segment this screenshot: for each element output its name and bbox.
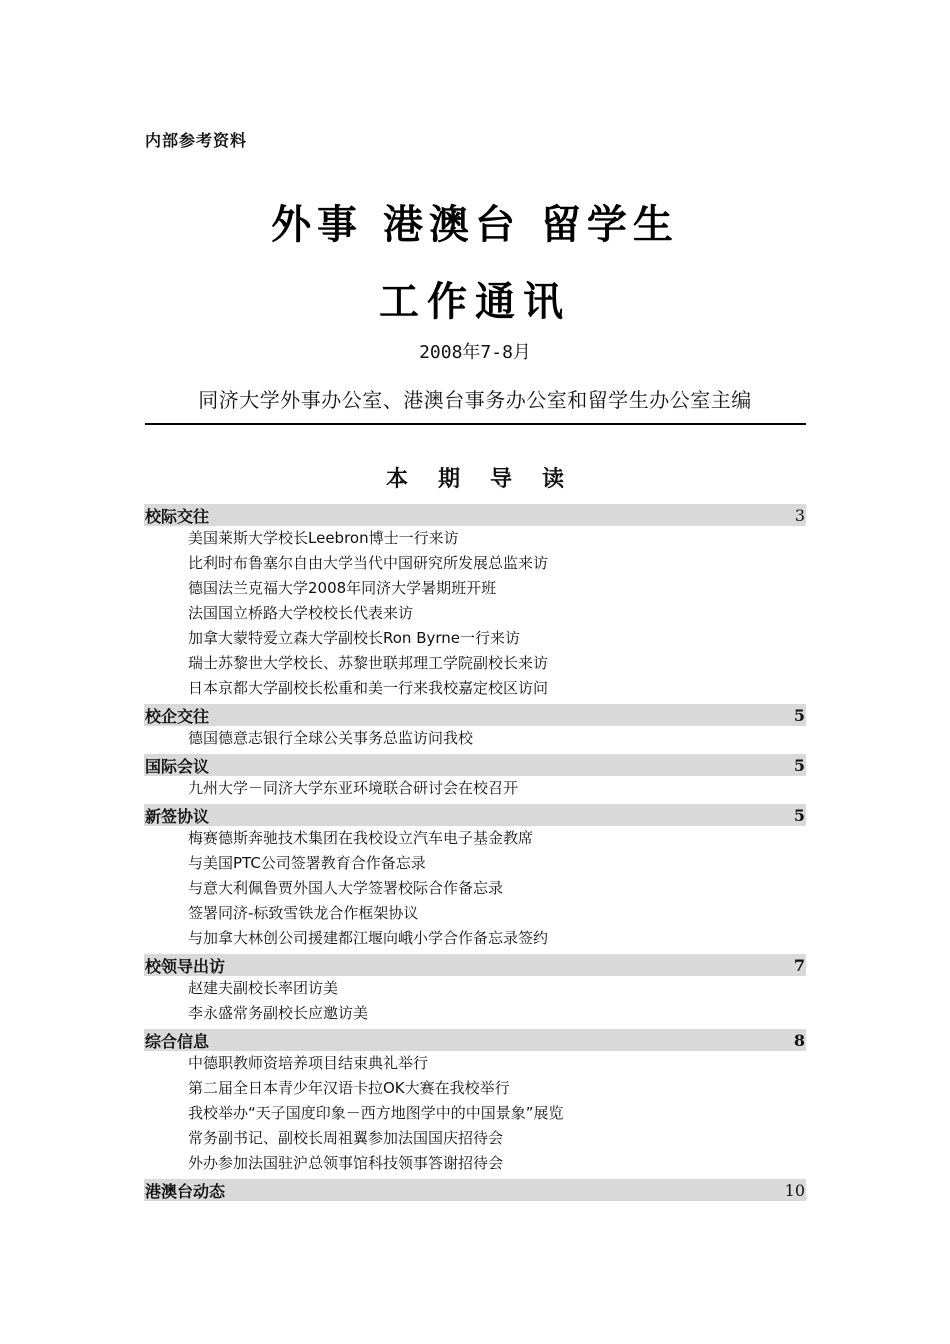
- newsletter-title-line1: 外事 港澳台 留学生: [271, 202, 679, 248]
- toc-item[interactable]: 赵建夫副校长率团访美: [188, 979, 339, 997]
- table-of-contents: [144, 501, 806, 1201]
- toc-item[interactable]: 法国国立桥路大学校校长代表来访: [188, 604, 414, 622]
- toc-section-title: 国际会议: [145, 756, 210, 776]
- toc-section-title: 校领导出访: [145, 956, 226, 976]
- header-divider: [145, 423, 806, 425]
- toc-section-page: 8: [793, 1030, 805, 1050]
- toc-section-page: 3: [794, 505, 805, 525]
- toc-section-row[interactable]: [144, 954, 806, 976]
- toc-item[interactable]: 与美国PTC公司签署教育合作备忘录: [188, 854, 426, 872]
- toc-section-page: 5: [793, 805, 805, 825]
- toc-section-title: 港澳台动态: [145, 1181, 226, 1201]
- toc-section-title: 综合信息: [145, 1031, 210, 1051]
- toc-section-page: 10: [784, 1180, 805, 1200]
- toc-section-page: 7: [793, 955, 805, 975]
- toc-item[interactable]: 德国法兰克福大学2008年同济大学暑期班开班: [188, 579, 497, 597]
- toc-section-row[interactable]: [144, 1179, 806, 1201]
- toc-item[interactable]: 中德职教师资培养项目结束典礼举行: [188, 1054, 429, 1072]
- toc-item[interactable]: 瑞士苏黎世大学校长、苏黎世联邦理工学院副校长来访: [188, 654, 549, 672]
- toc-item[interactable]: 常务副书记、副校长周祖翼参加法国国庆招待会: [188, 1129, 504, 1147]
- toc-item[interactable]: 李永盛常务副校长应邀访美: [188, 1004, 369, 1022]
- toc-section-page: 5: [793, 705, 805, 725]
- toc-item[interactable]: 外办参加法国驻沪总领事馆科技领事答谢招待会: [188, 1154, 504, 1172]
- toc-item[interactable]: 签署同济-标致雪铁龙合作框架协议: [188, 904, 419, 922]
- toc-item[interactable]: 美国莱斯大学校长Leebron博士一行来访: [188, 529, 459, 547]
- toc-section-row[interactable]: [144, 704, 806, 726]
- toc-section-row[interactable]: [144, 804, 806, 826]
- toc-section-row[interactable]: [144, 754, 806, 776]
- toc-item[interactable]: 第二届全日本青少年汉语卡拉OK大赛在我校举行: [188, 1079, 510, 1097]
- toc-section-title: 校企交往: [145, 706, 210, 726]
- toc-item[interactable]: 德国德意志银行全球公关事务总监访问我校: [188, 729, 474, 747]
- toc-item[interactable]: 日本京都大学副校长松重和美一行来我校嘉定校区访问: [188, 679, 549, 697]
- toc-section-title: 新签协议: [145, 806, 210, 826]
- toc-heading: 本期导读: [385, 467, 594, 492]
- toc-item[interactable]: 与意大利佩鲁贾外国人大学签署校际合作备忘录: [188, 879, 504, 897]
- toc-item[interactable]: 比利时布鲁塞尔自由大学当代中国研究所发展总监来访: [188, 554, 549, 572]
- issue-date: 2008年7-8月: [419, 342, 531, 363]
- toc-section-title: 校际交往: [145, 506, 210, 526]
- toc-item[interactable]: 加拿大蒙特爱立森大学副校长Ron Byrne一行来访: [188, 629, 521, 647]
- internal-reference-label: 内部参考资料: [145, 131, 248, 150]
- toc-section-row[interactable]: [144, 504, 806, 526]
- toc-item[interactable]: 梅赛德斯奔驰技术集团在我校设立汽车电子基金教席: [188, 829, 534, 847]
- newsletter-title-line2: 工作通讯: [379, 279, 571, 325]
- toc-item[interactable]: 与加拿大林创公司援建都江堰向峨小学合作备忘录签约: [188, 929, 549, 947]
- toc-item[interactable]: 九州大学－同济大学东亚环境联合研讨会在校召开: [188, 779, 519, 797]
- toc-item[interactable]: 我校举办“天子国度印象－西方地图学中的中国景象”展览: [188, 1104, 564, 1122]
- editor-line: 同济大学外事办公室、港澳台事务办公室和留学生办公室主编: [198, 388, 752, 412]
- toc-section-page: 5: [793, 755, 805, 775]
- toc-section-row[interactable]: [144, 1029, 806, 1051]
